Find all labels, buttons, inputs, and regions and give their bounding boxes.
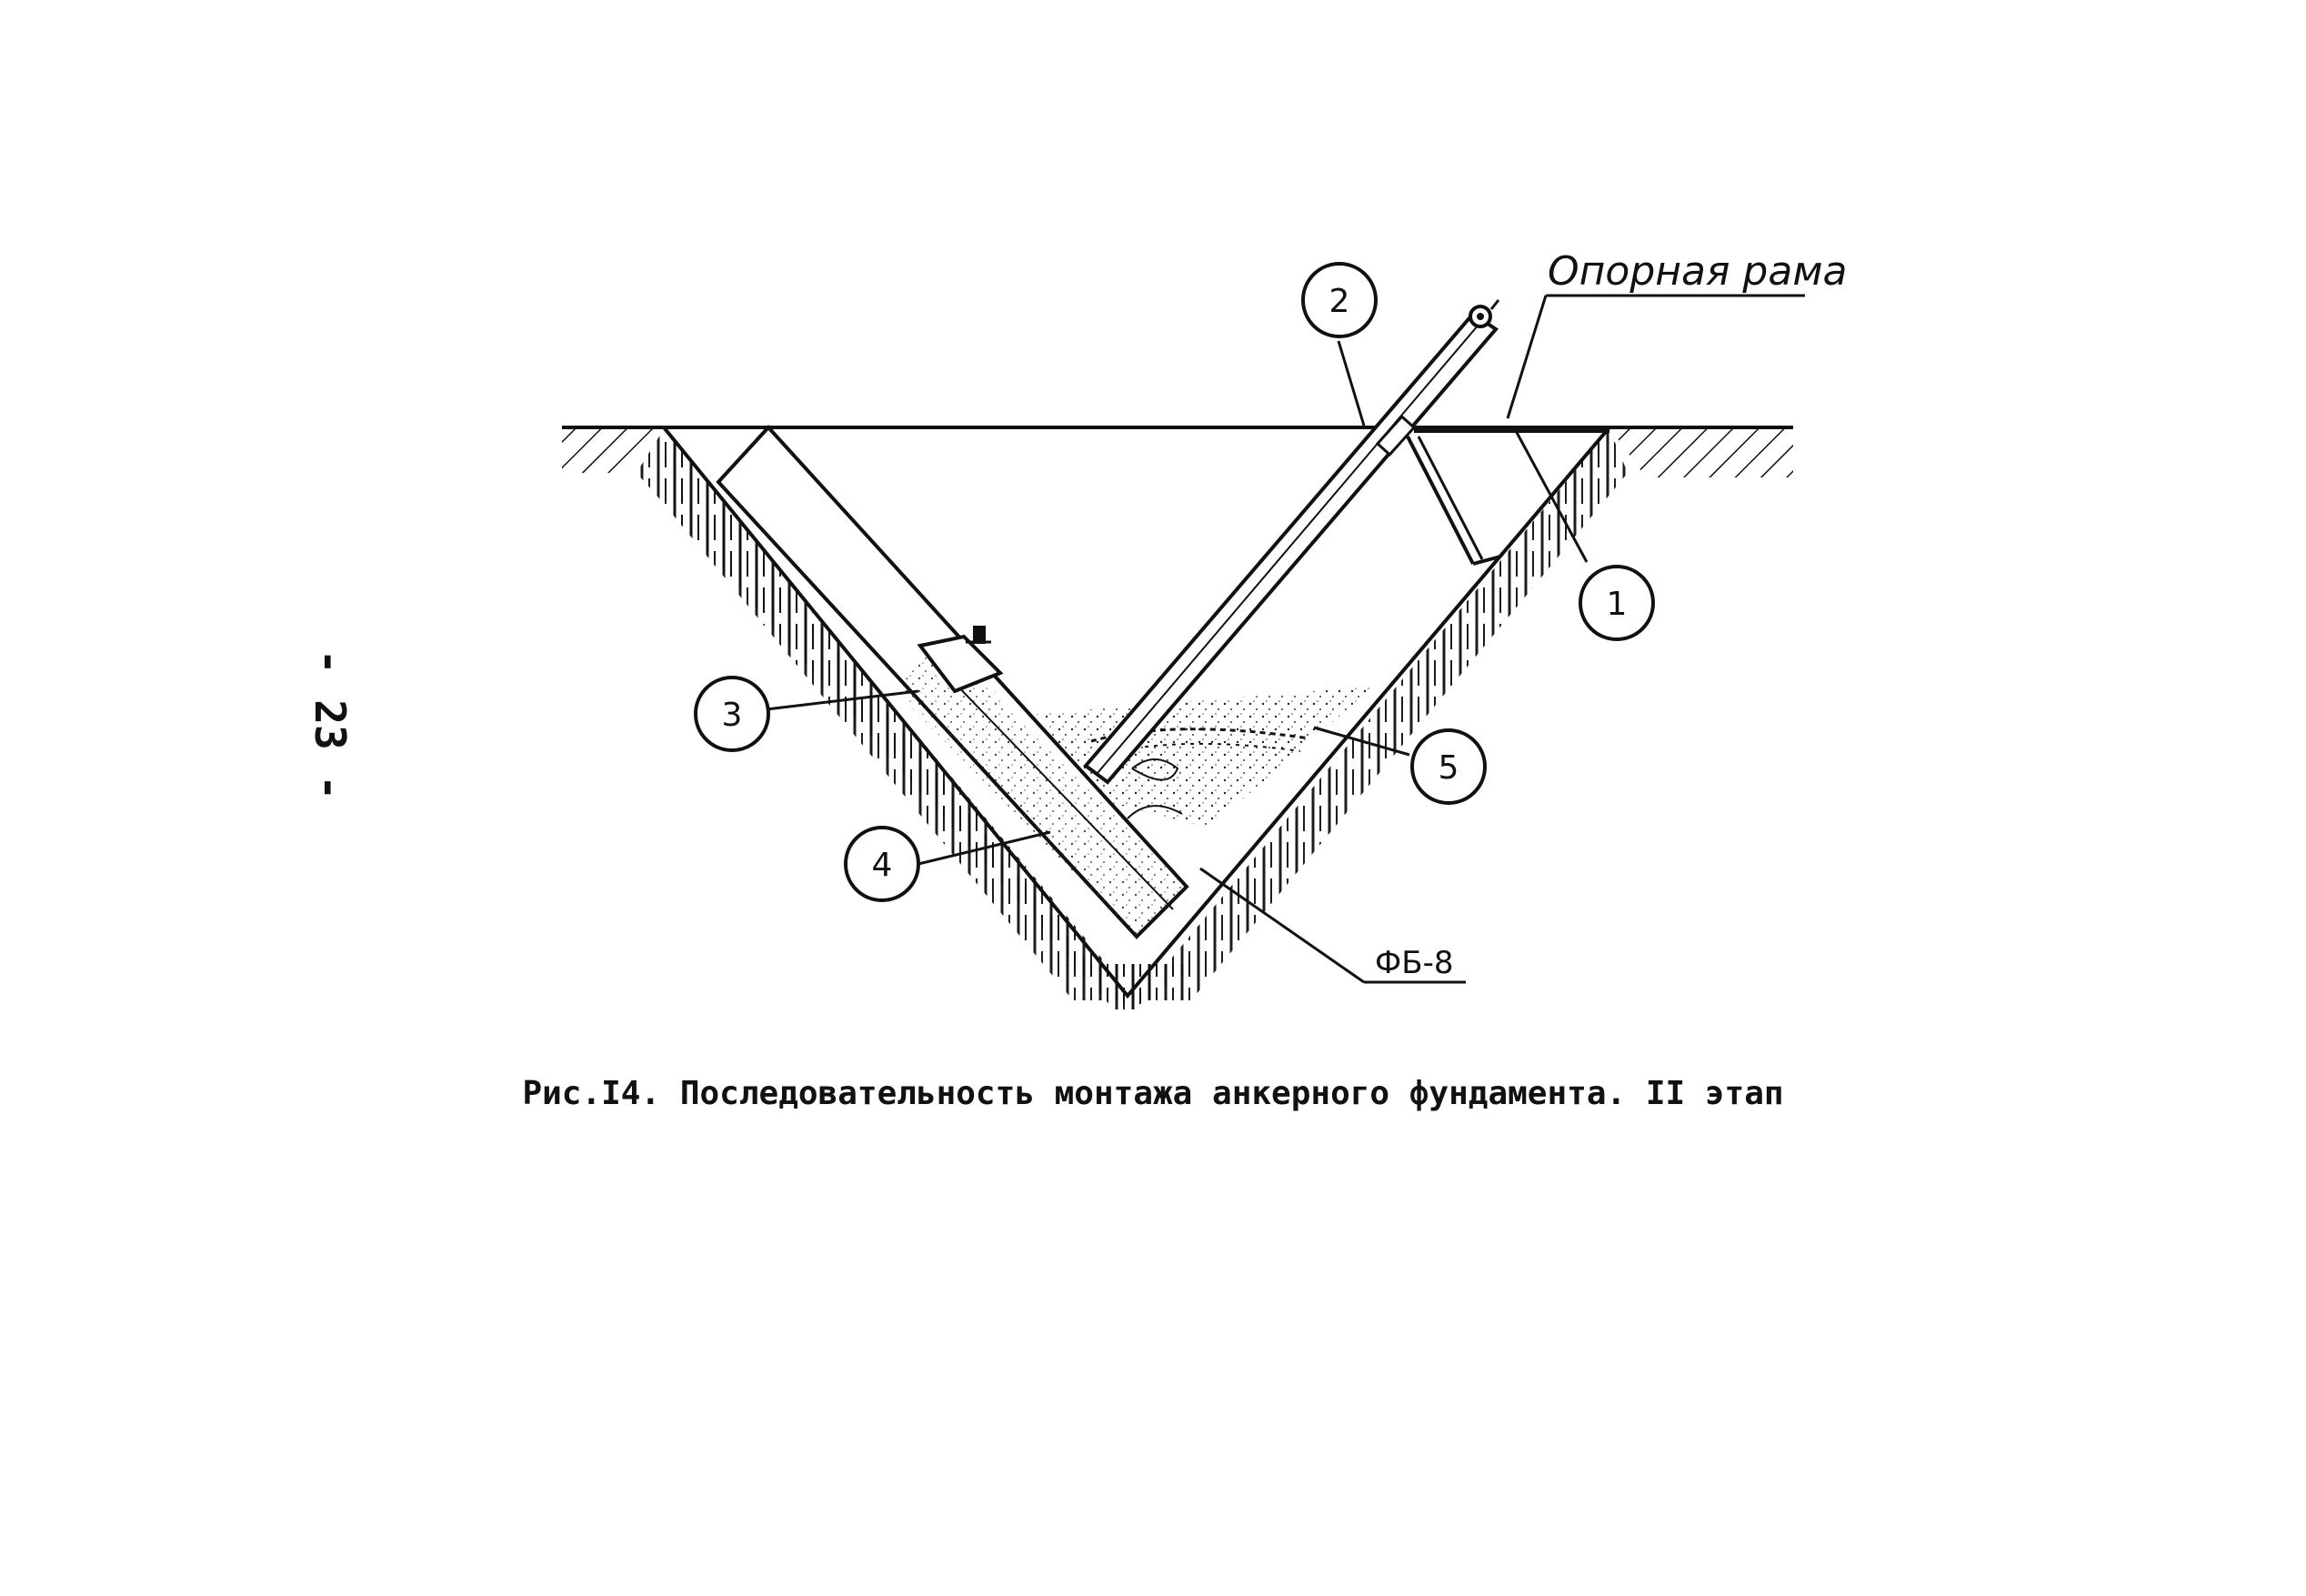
figure-caption: Рис.I4. Последовательность монтажа анкерного фундамента. II этап <box>522 1075 1784 1112</box>
callout-3 <box>696 678 768 750</box>
callout-4 <box>846 828 918 900</box>
callout-4-label: 4 <box>871 847 893 884</box>
callout-2 <box>1303 264 1376 336</box>
fb8-label: ФБ-8 <box>1375 945 1454 981</box>
support-frame-label: Опорная рама <box>1548 248 1848 295</box>
callout-5-label: 5 <box>1438 749 1459 787</box>
callout-2-label: 2 <box>1328 283 1350 320</box>
callout-1 <box>1580 567 1653 639</box>
callout-5 <box>1412 730 1485 803</box>
page-number: - 23 - <box>306 648 356 801</box>
surface-hatch-right <box>1609 427 1793 477</box>
callout-3-label: 3 <box>721 697 743 734</box>
callout-1-label: 1 <box>1606 586 1628 623</box>
